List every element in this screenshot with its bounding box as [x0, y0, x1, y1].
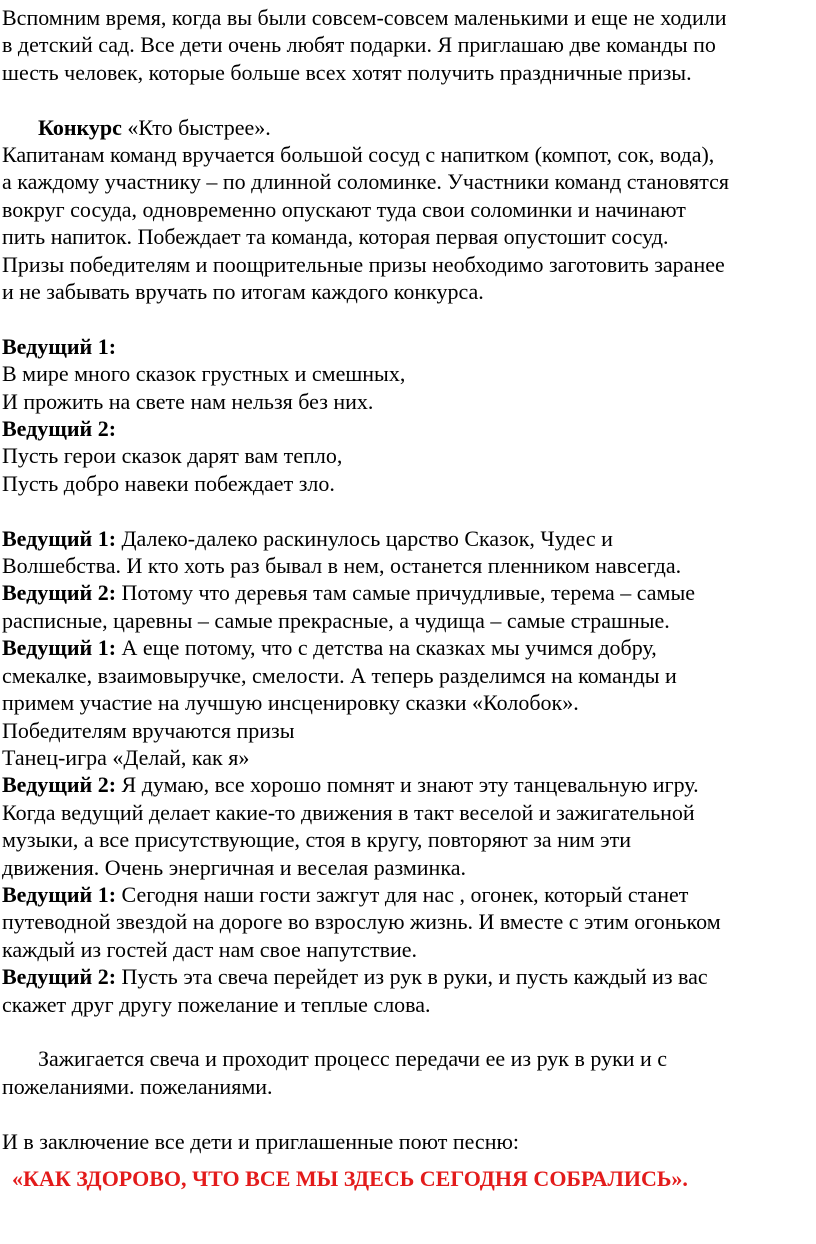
blank-line	[2, 1018, 810, 1045]
dialogue-section	[2, 525, 810, 1018]
dialogue-line	[2, 963, 810, 990]
speaker-label: Ведущий 2:	[2, 964, 117, 990]
dialogue-line: Когда ведущий делает какие-то движения в такт веселой и зажигательной	[2, 799, 695, 825]
dialogue-text: Далеко-далеко раскинулось царство Сказок, Чудес и	[116, 525, 613, 551]
text-line: вокруг сосуда, одновременно опускают туда свои соломинки и начинают	[2, 196, 686, 222]
text-line: а каждому участнику – по длинной соломинке. Участники команд становятся	[2, 169, 729, 195]
speaker-label: Ведущий 1:	[2, 333, 117, 359]
contest-label: Конкурс	[38, 114, 122, 140]
dialogue-line	[2, 579, 810, 606]
text-line: в детский сад. Все дети очень любят подарки. Я приглашаю две команды по	[2, 32, 716, 58]
contest-heading	[2, 114, 810, 141]
contest-description	[2, 141, 810, 305]
text-line: Зажигается свеча и проходит процесс передачи ее из рук в руки и с	[38, 1046, 668, 1072]
prizes-note: Победителям вручаются призы	[2, 717, 295, 743]
blank-line	[2, 497, 810, 524]
dialogue-line: смекалке, взаимовыручке, смелости. А теперь разделимся на команды и	[2, 662, 677, 688]
contest-name: «Кто быстрее».	[121, 114, 271, 140]
text-line: Капитанам команд вручается большой сосуд с напитком (компот, сок, вода),	[2, 142, 715, 168]
speaker-label: Ведущий 2:	[2, 416, 117, 442]
dialogue-line	[2, 525, 810, 552]
dialogue-line: каждый из гостей даст нам свое напутствие.	[2, 936, 418, 962]
poem-line: В мире много сказок грустных и смешных,	[2, 361, 406, 387]
speaker-label: Ведущий 1:	[2, 525, 117, 551]
dialogue-text: Я думаю, все хорошо помнят и знают эту танцевальную игру.	[116, 772, 699, 798]
text-line: и не забывать вручать по итогам каждого конкурса.	[2, 279, 484, 305]
song-title: «КАК ЗДОРОВО, ЧТО ВСЕ МЫ ЗДЕСЬ СЕГОДНЯ СОБРАЛИСЬ».	[12, 1165, 688, 1191]
dialogue-line	[2, 881, 810, 908]
dialogue-line: путеводной звездой на дороге во взрослую жизнь. И вместе с этим огоньком	[2, 909, 721, 935]
text-line: пожеланиями. пожеланиями.	[2, 1073, 273, 1099]
dialogue-line: движения. Очень энергичная и веселая разминка.	[2, 854, 466, 880]
dialogue-line	[2, 634, 810, 661]
poem-line: Пусть герои сказок дарят вам тепло,	[2, 443, 343, 469]
text-line: Призы победителям и поощрительные призы необходимо заготовить заранее	[2, 251, 725, 277]
dialogue-line	[2, 771, 810, 798]
text-line: пить напиток. Побеждает та команда, которая первая опустошит сосуд.	[2, 224, 669, 250]
poem-line: Пусть добро навеки побеждает зло.	[2, 470, 335, 496]
intro-paragraph	[2, 0, 810, 86]
dialogue-line: Волшебства. И кто хоть раз бывал в нем, останется пленником навсегда.	[2, 553, 682, 579]
speaker-label: Ведущий 2:	[2, 772, 117, 798]
dialogue-text: А еще потому, что с детства на сказках мы учимся добру,	[116, 635, 657, 661]
speaker-label: Ведущий 1:	[2, 635, 117, 661]
poem-section	[2, 333, 810, 497]
poem-line: И прожить на свете нам нельзя без них.	[2, 388, 374, 414]
speaker-label: Ведущий 1:	[2, 881, 117, 907]
dialogue-line: расписные, царевны – самые прекрасные, а чудища – самые страшные.	[2, 607, 670, 633]
speaker-label: Ведущий 2:	[2, 580, 117, 606]
dialogue-text: Потому что деревья там самые причудливые, терема – самые	[116, 580, 695, 606]
dialogue-text: Сегодня наши гости зажгут для нас , огонек, который станет	[116, 881, 689, 907]
dialogue-line: музыки, а все присутствующие, стоя в кругу, повторяют за ним эти	[2, 827, 631, 853]
blank-line	[2, 1100, 810, 1127]
dialogue-text: Пусть эта свеча перейдет из рук в руки, и пусть каждый из вас	[116, 964, 708, 990]
dialogue-line: скажет друг другу пожелание и теплые слова.	[2, 991, 431, 1017]
blank-line	[2, 305, 810, 332]
dance-game-title: Танец-игра «Делай, как я»	[2, 744, 250, 770]
text-line: Вспомним время, когда вы были совсем-совсем маленькими и еще не ходили	[2, 5, 727, 30]
blank-line	[2, 86, 810, 113]
dialogue-line: примем участие на лучшую инсценировку сказки «Колобок».	[2, 690, 579, 716]
text-line: шесть человек, которые больше всех хотят получить праздничные призы.	[2, 59, 692, 85]
conclusion-text: И в заключение все дети и приглашенные поют песню:	[2, 1128, 520, 1154]
candle-paragraph	[2, 1045, 810, 1100]
